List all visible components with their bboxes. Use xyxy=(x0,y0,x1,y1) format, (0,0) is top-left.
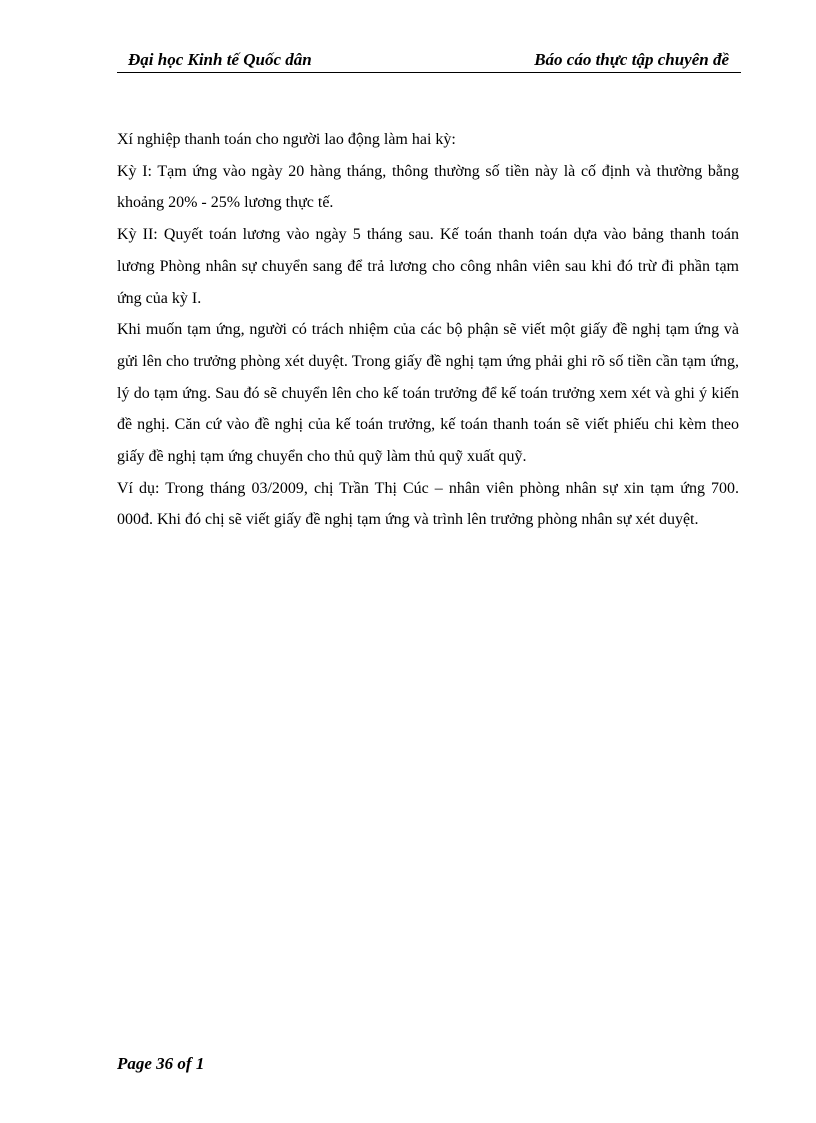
paragraph-period-one: Kỳ I: Tạm ứng vào ngày 20 hàng tháng, thông thường số tiền này là cố định và thường bằng khoảng 20% - 25% lương thực tế. xyxy=(117,162,739,212)
paragraph-period-two: Kỳ II: Quyết toán lương vào ngày 5 tháng sau. Kế toán thanh toán dựa vào bảng thanh toán lương Phòng nhân sự chuyển sang để trả lương cho công nhân viên sau khi đó trừ đi phần tạm ứng của kỳ I. xyxy=(117,226,739,307)
page-number: Page 36 of 1 xyxy=(117,1054,205,1073)
paragraph-advance-procedure: Khi muốn tạm ứng, người có trách nhiệm của các bộ phận sẽ viết một giấy đề nghị tạm ứng và gửi lên cho trưởng phòng xét duyệt. Trong giấy đề nghị tạm ứng phải ghi rõ số tiền cần tạm ứng, lý do tạm ứng. Sau đó sẽ chuyển lên cho kế toán trưởng để kế toán trưởng xem xét và ghi ý kiến đề nghị. Căn cứ vào đề nghị của kế toán trưởng, kế toán thanh toán sẽ viết phiếu chi kèm theo giấy đề nghị tạm ứng chuyển cho thủ quỹ làm thủ quỹ xuất quỹ. xyxy=(117,321,739,466)
paragraph-example: Ví dụ: Trong tháng 03/2009, chị Trần Thị Cúc – nhân viên phòng nhân sự xin tạm ứng 700. 000đ. Khi đó chị sẽ viết giấy đề nghị tạm ứng và trình lên trưởng phòng nhân sự xét duyệt. xyxy=(117,479,739,529)
header-university: Đại học Kinh tế Quốc dân xyxy=(128,50,312,69)
page-header xyxy=(117,50,741,73)
header-report-title: Báo cáo thực tập chuyên đề xyxy=(534,50,729,69)
document-body xyxy=(117,124,739,536)
paragraph-intro: Xí nghiệp thanh toán cho người lao động làm hai kỳ: xyxy=(117,131,456,148)
